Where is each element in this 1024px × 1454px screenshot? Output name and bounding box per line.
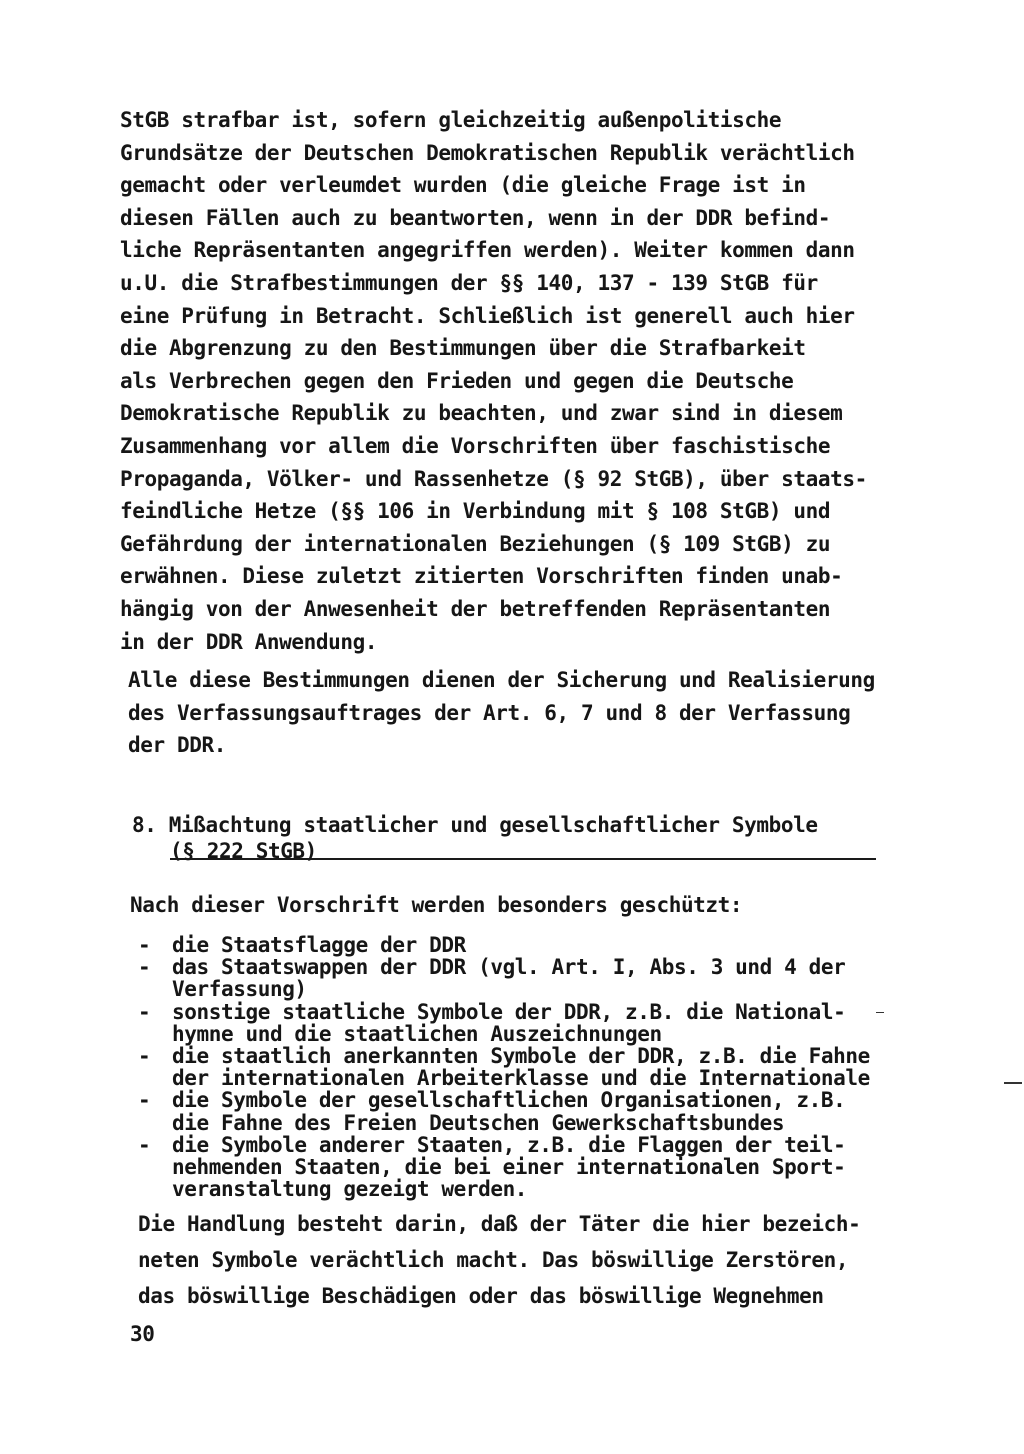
text-line: feindliche Hetze (§§ 106 in Verbindung mit § 108 StGB) und (120, 499, 831, 524)
text-line: Alle diese Bestimmungen dienen der Sicherung und Realisierung (128, 668, 875, 692)
text-line: liche Repräsentanten angegriffen werden). Weiter kommen dann (120, 238, 855, 263)
text-line: neten Symbole verächtlich macht. Das böswillige Zerstören, (138, 1248, 849, 1272)
bullet-dash: - (138, 933, 151, 957)
heading-underline (170, 858, 876, 860)
list-item (138, 1134, 870, 1201)
section-heading-line2: (§ 222 StGB) (170, 839, 317, 863)
page-number: 30 (130, 1322, 155, 1346)
text-line: der DDR. (128, 733, 226, 757)
text-line: sonstige staatliche Symbole der DDR, z.B. die National- (172, 999, 846, 1024)
list-item (138, 934, 870, 956)
text-line: StGB strafbar ist, sofern gleichzeitig außenpolitische (120, 108, 782, 132)
text-line: die staatlich anerkannten Symbole der DDR, z.B. die Fahne (172, 1044, 870, 1069)
margin-mark (876, 1012, 884, 1013)
text-line: eine Prüfung in Betracht. Schließlich ist generell auch hier (120, 303, 855, 328)
text-line: das Staatswappen der DDR (vgl. Art. I, Abs. 3 und 4 der (172, 955, 846, 980)
text-line: des Verfassungsauftrages der Art. 6, 7 und 8 der Verfassung (128, 700, 851, 725)
text-line: die Staatsflagge der DDR (172, 933, 466, 957)
text-line: u.U. die Strafbestimmungen der §§ 140, 137 - 139 StGB für (120, 270, 818, 295)
bullet-dash: - (138, 1088, 151, 1113)
text-line: das böswillige Beschädigen oder das böswillige Wegnehmen (138, 1284, 824, 1308)
list-item (138, 1089, 870, 1133)
text-line: die Symbole anderer Staaten, z.B. die Flaggen der teil- (172, 1132, 846, 1157)
list-item (138, 1001, 870, 1045)
bullet-dash: - (138, 1044, 151, 1069)
text-line: gemacht oder verleumdet wurden (die gleiche Frage ist in (120, 173, 806, 198)
bullet-dash: - (138, 1132, 151, 1157)
list-item (138, 1045, 870, 1089)
text-line: hymne und die staatlichen Auszeichnungen (172, 1021, 662, 1046)
text-line: nehmenden Staaten, die bei einer internationalen Sport- (172, 1155, 846, 1180)
text-line: Verfassung) (172, 977, 307, 1002)
section-heading-line1: 8. Mißachtung staatlicher und gesellschaftlicher Symbole (132, 813, 818, 837)
list-item (138, 956, 870, 1000)
text-line: in der DDR Anwendung. (120, 629, 378, 654)
margin-mark (1004, 1082, 1022, 1084)
section-heading (132, 812, 818, 864)
text-line: Demokratische Republik zu beachten, und zwar sind in diesem (120, 401, 843, 426)
text-line: Die Handlung besteht darin, daß der Täter die hier bezeich- (138, 1212, 861, 1236)
text-line: Nach dieser Vorschrift werden besonders geschützt: (130, 893, 743, 917)
text-line: erwähnen. Diese zuletzt zitierten Vorschriften finden unab- (120, 564, 843, 589)
text-line: Grundsätze der Deutschen Demokratischen Republik verächtlich (120, 140, 855, 165)
text-line: hängig von der Anwesenheit der betreffenden Repräsentanten (120, 596, 831, 621)
text-line: die Fahne des Freien Deutschen Gewerkschaftsbundes (172, 1110, 785, 1135)
text-line: die Abgrenzung zu den Bestimmungen über die Strafbarkeit (120, 336, 806, 361)
text-line: diesen Fällen auch zu beantworten, wenn in der DDR befind- (120, 205, 831, 230)
text-line: der internationalen Arbeiterklasse und die Internationale (172, 1066, 870, 1091)
text-line: als Verbrechen gegen den Frieden und gegen die Deutsche (120, 368, 794, 393)
paragraph-act-description (138, 1206, 860, 1314)
bullet-dash: - (138, 999, 151, 1024)
text-line: Zusammenhang vor allem die Vorschriften über faschistische (120, 433, 831, 458)
paragraph-penal-provisions (120, 104, 867, 658)
text-line: Propaganda, Völker- und Rassenhetze (§ 92 StGB), über staats- (120, 466, 867, 491)
text-line: die Symbole der gesellschaftlichen Organisationen, z.B. (172, 1088, 846, 1113)
paragraph-protected-intro (130, 890, 742, 920)
text-line: Gefährdung der internationalen Beziehungen (§ 109 StGB) zu (120, 531, 831, 556)
bullet-dash: - (138, 955, 151, 980)
protected-symbols-list (138, 934, 870, 1200)
text-line: veranstaltung gezeigt werden. (172, 1177, 528, 1202)
paragraph-constitution (128, 664, 875, 762)
